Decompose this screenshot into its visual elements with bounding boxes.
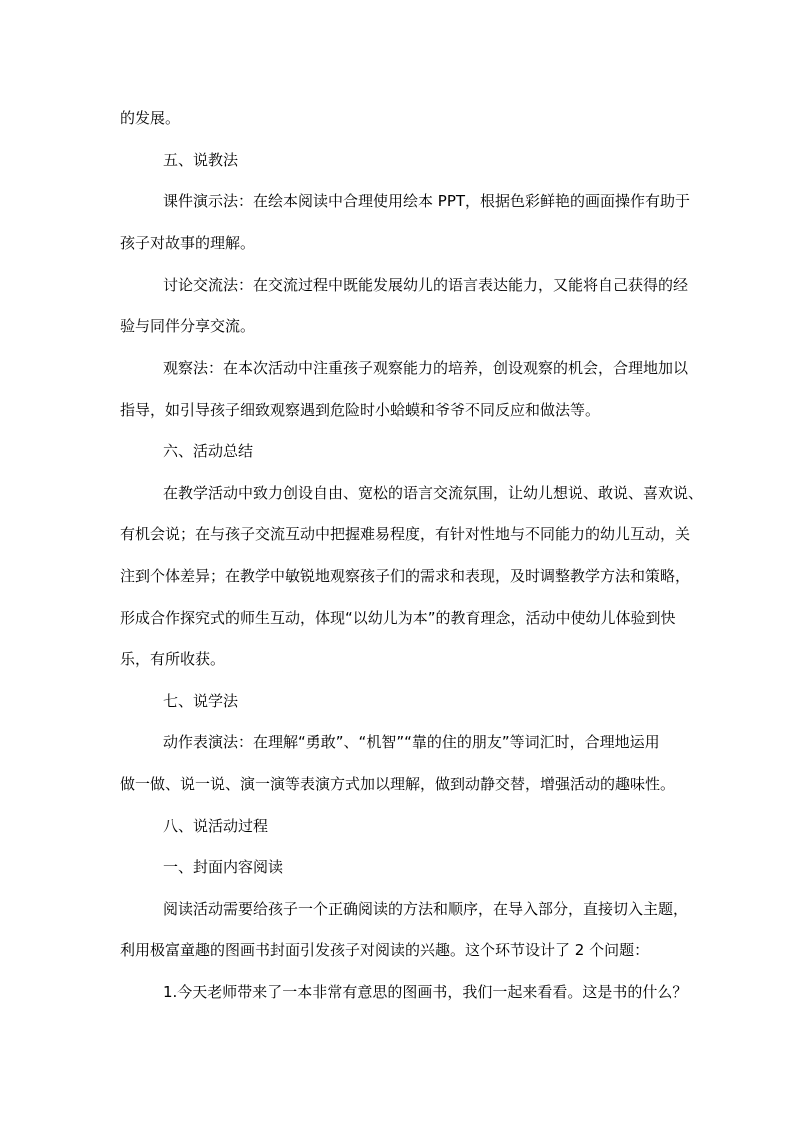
text-line-3: 课件演示法：在绘本阅读中合理使用绘本 PPT，根据色彩鲜艳的画面操作有助于 — [163, 192, 691, 210]
text-line-6: 验与同伴分享交流。 — [120, 317, 256, 335]
text-line-4: 孩子对故事的理解。 — [120, 234, 256, 252]
text-line-1: 的发展。 — [120, 109, 181, 127]
section-heading-teaching-methods: 五、说教法 — [163, 151, 239, 169]
subsection-heading-cover-reading: 一、封面内容阅读 — [163, 858, 284, 876]
text-line-21: 利用极富童趣的图画书封面引发孩子对阅读的兴趣。这个环节设计了 2 个问题： — [120, 941, 650, 959]
text-line-10: 在教学活动中致力创设自由、宽松的语言交流氛围，让幼儿想说、敢说、喜欢说、 — [163, 484, 704, 502]
text-line-8: 指导，如引导孩子细致观察遇到危险时小蛤蟆和爷爷不同反应和做法等。 — [120, 401, 601, 419]
text-line-5: 讨论交流法：在交流过程中既能发展幼儿的语言表达能力，又能将自己获得的经 — [163, 276, 689, 294]
text-line-11: 有机会说；在与孩子交流互动中把握难易程度，有针对性地与不同能力的幼儿互动，关 — [120, 525, 691, 543]
section-heading-activity-process: 八、说活动过程 — [163, 817, 269, 835]
text-line-22: 1.今天老师带来了一本非常有意思的图画书，我们一起来看看。这是书的什么？ — [163, 983, 688, 1001]
text-line-13: 形成合作探究式的师生互动，体现“以幼儿为本”的教育理念，活动中使幼儿体验到快 — [120, 609, 676, 627]
text-line-12: 注到个体差异；在教学中敏锐地观察孩子们的需求和表现，及时调整教学方法和策略， — [120, 567, 691, 585]
text-line-14: 乐，有所收获。 — [120, 650, 226, 668]
section-heading-learning-methods: 七、说学法 — [163, 692, 239, 710]
text-line-17: 做一做、说一说、演一演等表演方式加以理解，做到动静交替，增强活动的趣味性。 — [120, 775, 676, 793]
text-line-20: 阅读活动需要给孩子一个正确阅读的方法和顺序，在导入部分，直接切入主题， — [163, 900, 689, 918]
text-line-7: 观察法：在本次活动中注重孩子观察能力的培养，创设观察的机会，合理地加以 — [163, 359, 689, 377]
section-heading-activity-summary: 六、活动总结 — [163, 442, 254, 460]
text-line-16: 动作表演法：在理解“勇敢”、“机智”“靠的住的朋友”等词汇时，合理地运用 — [163, 733, 660, 751]
